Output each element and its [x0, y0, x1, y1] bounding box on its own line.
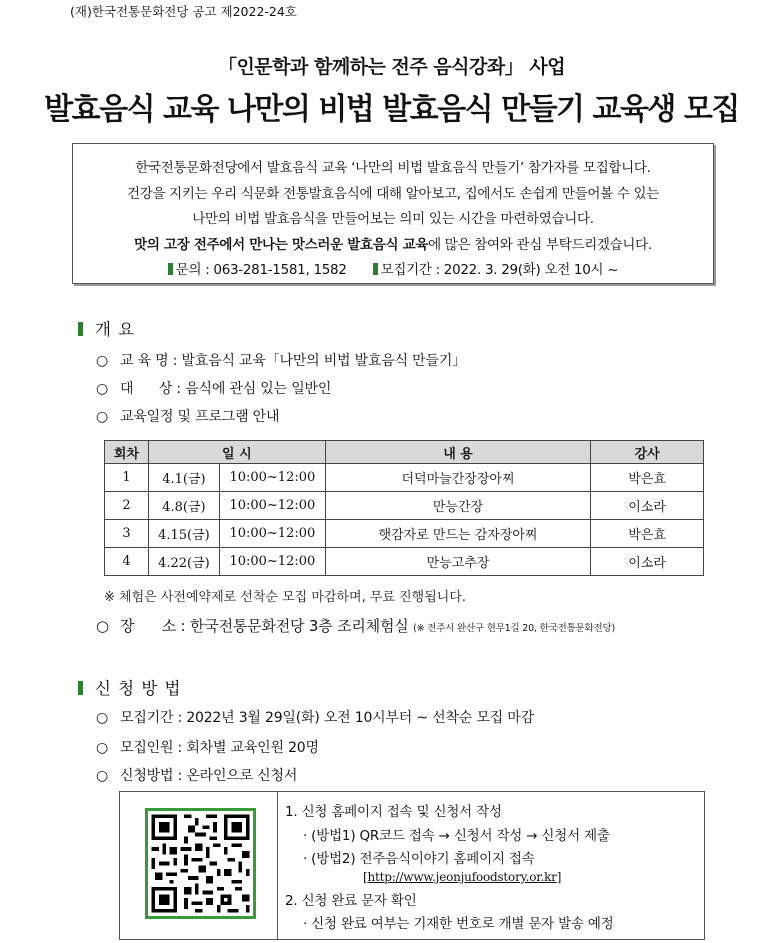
square-bullet-icon: [168, 263, 173, 275]
circle-bullet-icon: ○: [96, 353, 109, 369]
table-row: [105, 464, 704, 492]
apply-period: [96, 707, 534, 727]
apply-period-text: 모집기간 : 2022년 3월 29일(화) 오전 10시부터 ~ 선착순 모집 마감: [120, 710, 534, 726]
subtitle: 「인문학과 함께하는 전주 음식강좌」 사업: [217, 56, 566, 78]
cell-content: 만능간장: [325, 492, 590, 520]
cell-round: 4: [105, 548, 149, 576]
page-title: 발효음식 교육 나만의 비법 발효음식 만들기 교육생 모집: [44, 92, 739, 127]
cell-date: 4.1(금): [148, 464, 219, 492]
cell-teacher: 이소라: [591, 492, 704, 520]
intro-line-4-rest: 에 많은 참여와 관심 부탁드리겠습니다.: [428, 237, 652, 253]
table-header-row: [105, 441, 704, 464]
recruit-period: 모집기간 : 2022. 3. 29(화) 오전 10시 ~: [380, 262, 619, 278]
place-label: 장 소 :: [120, 617, 186, 635]
apply-method: [96, 765, 297, 785]
intro-emphasis: 맛의 고장 전주에서 만나는 맛스러운 발효음식 교육: [134, 237, 429, 253]
cell-round: 2: [105, 492, 149, 520]
circle-bullet-icon: ○: [96, 740, 109, 756]
circle-bullet-icon: ○: [96, 409, 109, 425]
course-name: [96, 350, 466, 370]
schedule-table: [104, 440, 704, 576]
apply-method-text: 신청방법 : 온라인으로 신청서: [120, 768, 298, 784]
table-row: [105, 492, 704, 520]
homepage-link[interactable]: http://www.jeonjufoodstory.or.kr: [367, 870, 557, 884]
step-1-method-2: · (방법2) 전주음식이야기 홈페이지 접속: [303, 851, 535, 867]
section-apply-heading: 신 청 방 법: [95, 679, 182, 698]
cell-content: 햇감자로 만드는 감자장아찌: [325, 520, 590, 548]
circle-bullet-icon: ○: [96, 710, 109, 726]
square-bullet-icon: [373, 263, 378, 275]
step-2-detail: · 신청 완료 여부는 기재한 번호로 개별 문자 발송 예정: [303, 916, 614, 932]
section-overview-heading: 개 요: [95, 320, 136, 339]
qr-cell: [120, 792, 278, 939]
target-value: 음식에 관심 있는 일반인: [185, 381, 332, 397]
circle-bullet-icon: ○: [96, 768, 109, 784]
step-1: 1. 신청 홈페이지 접속 및 신청서 작성: [285, 804, 502, 820]
place: [96, 615, 615, 636]
cell-teacher: 박은효: [591, 464, 704, 492]
cell-date: 4.8(금): [148, 492, 219, 520]
apply-capacity: [96, 737, 319, 757]
contact-line: [73, 258, 713, 278]
cell-date: 4.22(금): [148, 548, 219, 576]
header-teacher: 강사: [591, 441, 704, 464]
header-content: 내 용: [325, 441, 590, 464]
qr-code-icon[interactable]: [145, 808, 256, 919]
circle-bullet-icon: ○: [96, 617, 109, 635]
table-row: [105, 520, 704, 548]
section-marker-icon: [78, 681, 83, 695]
cell-date: 4.15(금): [148, 520, 219, 548]
apply-capacity-text: 모집인원 : 회차별 교육인원 20명: [120, 740, 319, 756]
schedule-heading: [96, 406, 279, 426]
step-2: 2. 신청 완료 문자 확인: [285, 893, 417, 909]
place-value: 한국전통문화전당 3층 조리체험실: [190, 617, 409, 635]
place-detail: (※ 전주시 완산구 현무1길 20, 한국전통문화전당): [413, 623, 615, 634]
course-name-value: 발효음식 교육「나만의 비법 발효음식 만들기」: [181, 353, 466, 369]
step-1-method-1: · (방법1) QR코드 접속 → 신청서 작성 → 신청서 제출: [303, 828, 610, 844]
target: [96, 378, 331, 398]
section-marker-icon: [78, 322, 83, 336]
reservation-note: ※ 체험은 사전예약제로 선착순 모집 마감하며, 무료 진행됩니다.: [104, 590, 467, 605]
schedule-label: 교육일정 및 프로그램 안내: [120, 409, 280, 425]
cell-time: 10:00~12:00: [219, 548, 325, 576]
course-name-label: 교 육 명 :: [120, 353, 178, 369]
apply-box: [119, 791, 705, 940]
cell-time: 10:00~12:00: [219, 520, 325, 548]
cell-content: 만능고추장: [325, 548, 590, 576]
intro-line-1: 한국전통문화전당에서 발효음식 교육 ‘나만의 비법 발효음식 만들기’ 참가자를 모집합니다.: [135, 160, 651, 176]
notice-number: (재)한국전통문화전당 공고 제2022-24호: [70, 4, 297, 19]
cell-round: 1: [105, 464, 149, 492]
header-round: 회차: [105, 441, 149, 464]
cell-teacher: 박은효: [591, 520, 704, 548]
intro-line-2: 건강을 지키는 우리 식문화 전통발효음식에 대해 알아보고, 집에서도 손쉽게 만들어볼 수 있는: [126, 186, 660, 202]
intro-line-3: 나만의 비법 발효음식을 만들어보는 의미 있는 시간을 마련하였습니다.: [192, 211, 594, 227]
intro-box: [72, 143, 714, 284]
intro-line-4: [73, 233, 713, 253]
url-line: [http://www.jeonjufoodstory.or.kr]: [363, 870, 562, 884]
cell-time: 10:00~12:00: [219, 464, 325, 492]
contact-info: 문의 : 063-281-1581, 1582: [175, 262, 347, 278]
circle-bullet-icon: ○: [96, 381, 109, 397]
section-overview: [78, 316, 135, 340]
table-row: [105, 548, 704, 576]
cell-time: 10:00~12:00: [219, 492, 325, 520]
header-datetime: 일 시: [148, 441, 325, 464]
target-label: 대 상 :: [120, 381, 181, 397]
section-apply: [78, 675, 182, 699]
cell-content: 더덕마늘간장장아찌: [325, 464, 590, 492]
cell-round: 3: [105, 520, 149, 548]
cell-teacher: 이소라: [591, 548, 704, 576]
